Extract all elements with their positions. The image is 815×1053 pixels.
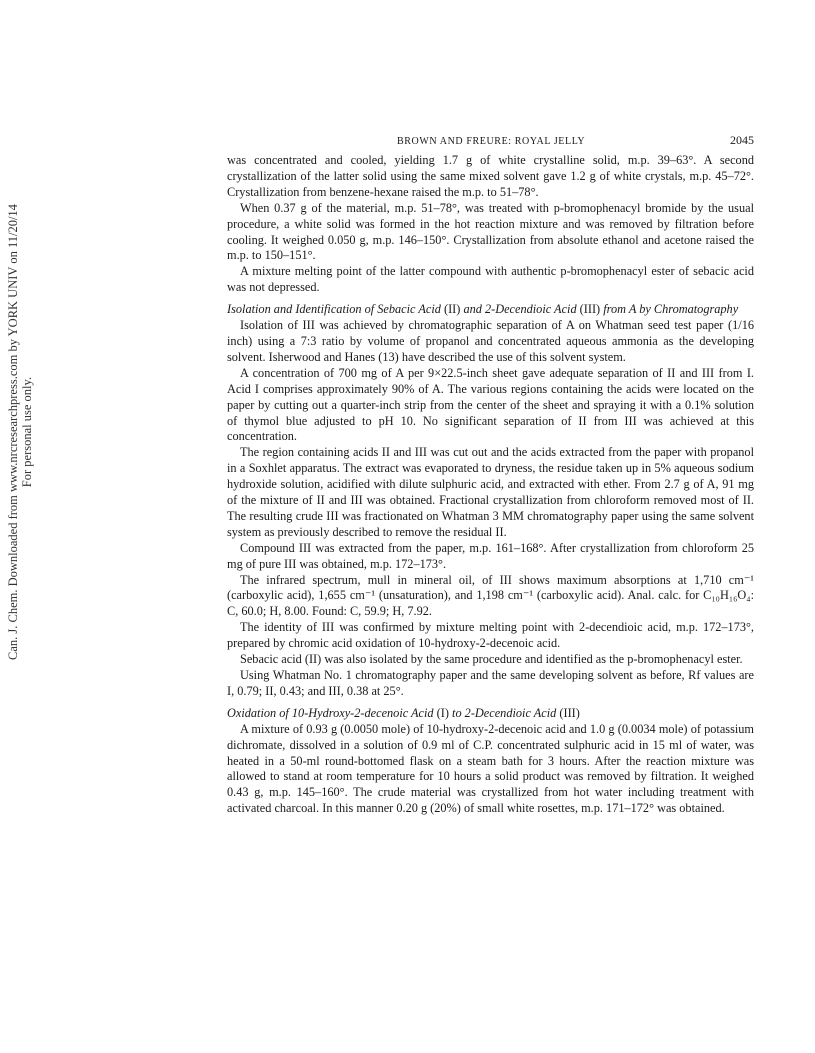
paragraph: Using Whatman No. 1 chromatography paper and the same developing solvent as before, Rf values are I, 0.79; II, 0.43; and III, 0.38 at 25°. (227, 668, 754, 698)
paragraph: Compound III was extracted from the paper, m.p. 161–168°. After crystallization from chloroform 25 mg of pure III was obtained, m.p. 172–173°. (227, 540, 754, 571)
paragraph: When 0.37 g of the material, m.p. 51–78°, was treated with p-bromophenacyl bromide by the usual procedure, a white solid was formed in the hot reaction mixture and was removed by filtration before cooling. It weighed 0.050 g, m.p. 146–150°. Crystallization from absolute ethanol and acetone raised the m.p. to 150–151°. (227, 200, 754, 263)
paragraph: Isolation of III was achieved by chromatographic separation of A on Whatman seed test paper (1/16 inch) using a 7:3 ratio by volume of propanol and concentrated aqueous ammonia as the developing solvent. Isherwood and Hanes (13) have described the use of this solvent system. (227, 318, 754, 364)
paragraph: Sebacic acid (II) was also isolated by the same procedure and identified as the p-bromophenacyl ester. (240, 652, 743, 667)
page (227, 133, 754, 817)
paragraph: A concentration of 700 mg of A per 9×22.5-inch sheet gave adequate separation of II and III from I. Acid I comprises approximately 90% of A. The various regions containing the acids were located on the paper by cutting out a quarter-inch strip from the center of the sheet and spraying it with a 0.1% solution of thymol blue adjusted to pH 10. No significant separation of II from III was achieved at this concentration. (227, 365, 754, 444)
watermark-line-2: For personal use only. (20, 376, 34, 488)
paragraph: The infrared spectrum, mull in mineral oil, of III shows maximum absorptions at 1,710 cm⁻¹ (carboxylic acid), 1,655 cm⁻¹ (unsaturation), and 1,198 cm⁻¹ (carboxylic acid). Anal. calc. for C₁₀H₁₆O₄: C, 60.0; H, 8.00. Found: C, 59.9; H, 7.92. (227, 572, 754, 619)
paragraph: The region containing acids II and III was cut out and the acids extracted from the paper with propanol in a Soxhlet apparatus. The extract was evaporated to dryness, the residue taken up in 5% aqueous sodium hydroxide solution, acidified with dilute sulphuric acid, and extracted with ether. From 2.7 g of A, 91 mg of the mixture of II and III was obtained. Fractional crystallization from chloroform removed most of II. The resulting crude III was fractionated on Whatman 3 MM chromatography paper using the same solvent system as previously described to remove the residual II. (227, 445, 754, 539)
running-header (227, 133, 754, 153)
download-watermark (2, 204, 38, 660)
article-body (227, 153, 754, 817)
running-title: BROWN AND FREURE: ROYAL JELLY (397, 136, 586, 147)
section-heading: Oxidation of 10-Hydroxy-2-decenoic Acid (I) to 2-Decendioic Acid (III) (227, 705, 580, 720)
paragraph: The identity of III was confirmed by mixture melting point with 2-decendioic acid, m.p. 172–173°, prepared by chromic acid oxidation of 10-hydroxy-2-decenoic acid. (227, 620, 754, 651)
paragraph: A mixture of 0.93 g (0.0050 mole) of 10-hydroxy-2-decenoic acid and 1.0 g (0.0034 mole) of potassium dichromate, dissolved in a solution of 0.9 ml of C.P. concentrated sulphuric acid in 15 ml of water, was heated in a 50-ml round-bottomed flask on a steam bath for 3 hours. After the reaction mixture was allowed to stand at room temperature for 10 hours a solid product was removed by filtration. It weighed 0.43 g, m.p. 145–160°. The crude material was crystallized from hot water including treatment with activated charcoal. In this manner 0.20 g (20%) of small white rosettes, m.p. 171–172° was obtained. (227, 721, 754, 816)
section-heading: Isolation and Identification of Sebacic Acid (II) and 2-Decendioic Acid (III) from A by Chromatography (227, 302, 739, 317)
paragraph: was concentrated and cooled, yielding 1.7 g of white crystalline solid, m.p. 39–63°. A second crystallization of the latter solid using the same mixed solvent gave 1.2 g of white crystals, m.p. 45–72°. Crystallization from benzene-hexane raised the m.p. to 51–78°. (227, 153, 754, 199)
paragraph: A mixture melting point of the latter compound with authentic p-bromophenacyl ester of sebacic acid was not depressed. (227, 264, 754, 295)
watermark-line-1: Can. J. Chem. Downloaded from www.nrcresearchpress.com by YORK UNIV on 11/20/14 (6, 204, 20, 660)
page-number: 2045 (730, 133, 754, 147)
